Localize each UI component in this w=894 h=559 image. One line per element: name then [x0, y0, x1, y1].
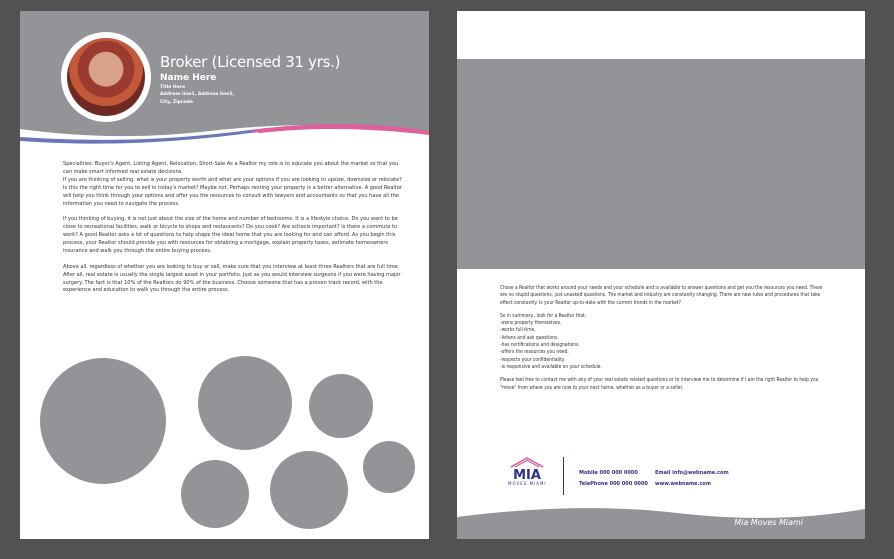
address-line-2: City, Zipcode [160, 100, 193, 105]
paragraph: Above all, regardless of whether you are looking to buy or sell, make sure that you interview at least three Realtors that are full time. After all, real estate is usually the single largest asset in your portfolio. Just as you would interview surgeons if you were having major surgery. The fact is that 10% of the Realtors do 90% of the business. Choose someone that has a proven track record, with the experience and education to walk you through the entire process. [63, 263, 401, 294]
paragraph: Please feel free to contact me with any of your real estate related questions or to interview me to determine if I am the right Realtor to help you "move" from where you are now to your next home, whether as a buyer or a seller. [500, 377, 819, 391]
body-text [500, 285, 830, 398]
address-line-1: Address line1, Address line2, [160, 92, 235, 97]
contact-divider [563, 457, 564, 495]
photo-placeholder-circle [40, 358, 166, 484]
footer-wave [457, 499, 865, 539]
website-link[interactable]: www.webname.com [655, 481, 712, 487]
flyer-page-back [457, 11, 865, 539]
mobile-number: Mobile 000 000 0000 [579, 470, 638, 476]
logo-tagline: MOVES MIAMI [508, 481, 547, 486]
photo-placeholder-circle [198, 356, 292, 450]
logo-text: MIA [513, 468, 541, 483]
telephone-number: TelePhone 000 000 0000 [579, 481, 648, 487]
body-text [63, 161, 403, 303]
agent-photo [63, 34, 149, 120]
footer-slogan: Mia Moves Miami [734, 518, 803, 527]
photo-placeholder-circle [309, 374, 373, 438]
paragraph: If you thinking of buying, it is not just about the size of the home and number of bedrooms. It is a lifestyle choice. Do you want to be close to recreational facilities, walk or bicycle to shops and restaurants? Do you cook? Are schools important? Is there a commute to work? A good Realtor asks a lot of questions to help shape the ideal home that you are looking for and can afford. As you begin this process, your Realtor should provide you with resources for obtaining a mortgage, explain property taxes, estimate homeowners insurance and walk you through the entire buying process. [63, 216, 398, 254]
agent-name: Name Here [160, 73, 217, 83]
photo-placeholder-circle [181, 460, 249, 528]
photo-placeholder-band [457, 59, 865, 269]
photo-placeholder-circle [270, 451, 348, 529]
flyer-page-front [20, 11, 429, 539]
agent-title: Title Here [160, 85, 186, 90]
mia-logo [507, 455, 547, 493]
email-address[interactable]: Email info@webname.com [655, 470, 729, 476]
broker-title: Broker (Licensed 31 yrs.) [160, 53, 341, 71]
paragraph: Chose a Realtor that works around your needs and your schedule and is available to answer questions and get you the resources you need. There are no stupid questions, just unasked questions. The market and industry are constantly changing. There are new rules and procedures that take effect constantly. Is your Realtor up-to-date with the current trends in the market? [500, 285, 823, 306]
paragraph: So in summary...look for a Realtor that: -owns property themselves. -works full-time. -listens and ask questions. -has certifications and designations. -offers the resources you need. -respects your confidentiality. -is responsive and available on your schedule. [500, 312, 602, 370]
paragraph: Specialities: Buyer's Agent, Listing Agent, Relocation, Short-Sale As a Realtor my role is to educate you about the market so that you can make smart informed real estate decisions. If you are thinking of selling, what is your property worth and what are your options if you are looking to upsize, downsize or relocate? Is this the right time for you to sell in today's market? Maybe not. Perhaps renting your property is a better alternative. A good Realtor will help you think through your options and offer you the resources to consult with lawyers and accountants so that you have all the information you need to navigate the process. [63, 161, 402, 207]
photo-placeholder-circle [363, 441, 415, 493]
